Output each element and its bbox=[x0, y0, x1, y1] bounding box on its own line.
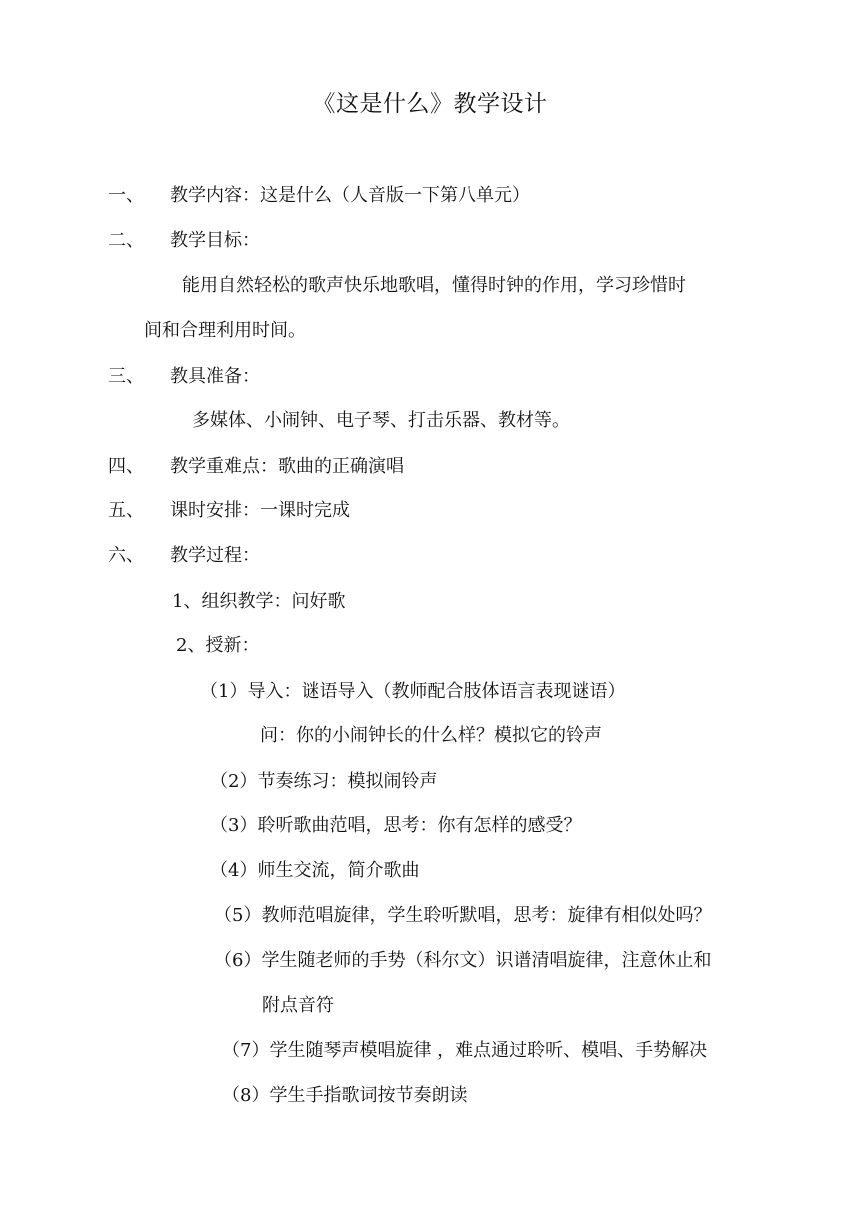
document-title: 《这是什么》教学设计 bbox=[312, 91, 548, 117]
section-text-2: 教学目标： bbox=[170, 230, 260, 251]
process-sub-6: （6）学生随老师的手势（科尔文）识谱清唱旋律，注意休止和 bbox=[214, 950, 712, 971]
section-number-4: 四、 bbox=[108, 456, 144, 477]
section-number-2: 二、 bbox=[108, 230, 144, 251]
process-sub-1-question: 问：你的小闹钟长的什么样？模拟它的铃声 bbox=[260, 725, 602, 746]
section-text-3: 教具准备： bbox=[170, 366, 260, 387]
section-text-6: 教学过程： bbox=[170, 545, 260, 566]
process-sub-2: （2）节奏练习：模拟闹铃声 bbox=[210, 771, 438, 792]
process-sub-5: （5）教师范唱旋律，学生聆听默唱，思考：旋律有相似处吗？ bbox=[214, 905, 712, 926]
section-number-1: 一、 bbox=[108, 185, 144, 206]
process-sub-4: （4）师生交流，简介歌曲 bbox=[210, 860, 420, 881]
process-step-2: 2、授新： bbox=[176, 635, 260, 656]
section-text-4: 教学重难点：歌曲的正确演唱 bbox=[170, 456, 404, 477]
tools-paragraph: 多媒体、小闹钟、电子琴、打击乐器、教材等。 bbox=[192, 410, 570, 431]
process-step-1: 1、组织教学：问好歌 bbox=[172, 591, 346, 612]
section-number-6: 六、 bbox=[108, 545, 144, 566]
section-text-1: 教学内容：这是什么（人音版一下第八单元） bbox=[170, 185, 530, 206]
process-sub-1: （1）导入：谜语导入（教师配合肢体语言表现谜语） bbox=[200, 681, 626, 702]
goal-paragraph-line1: 能用自然轻松的歌声快乐地歌唱，懂得时钟的作用，学习珍惜时 bbox=[182, 275, 686, 296]
process-sub-7: （7）学生随琴声模唱旋律 ，难点通过聆听、模唱、手势解决 bbox=[222, 1040, 708, 1061]
goal-paragraph-line2: 间和合理利用时间。 bbox=[144, 320, 306, 341]
process-sub-3: （3）聆听歌曲范唱，思考：你有怎样的感受？ bbox=[210, 815, 582, 836]
section-number-3: 三、 bbox=[108, 366, 144, 387]
section-text-5: 课时安排：一课时完成 bbox=[170, 500, 350, 521]
process-sub-8: （8）学生手指歌词按节奏朗读 bbox=[222, 1085, 468, 1106]
section-number-5: 五、 bbox=[108, 500, 144, 521]
process-sub-6-continued: 附点音符 bbox=[262, 995, 334, 1016]
